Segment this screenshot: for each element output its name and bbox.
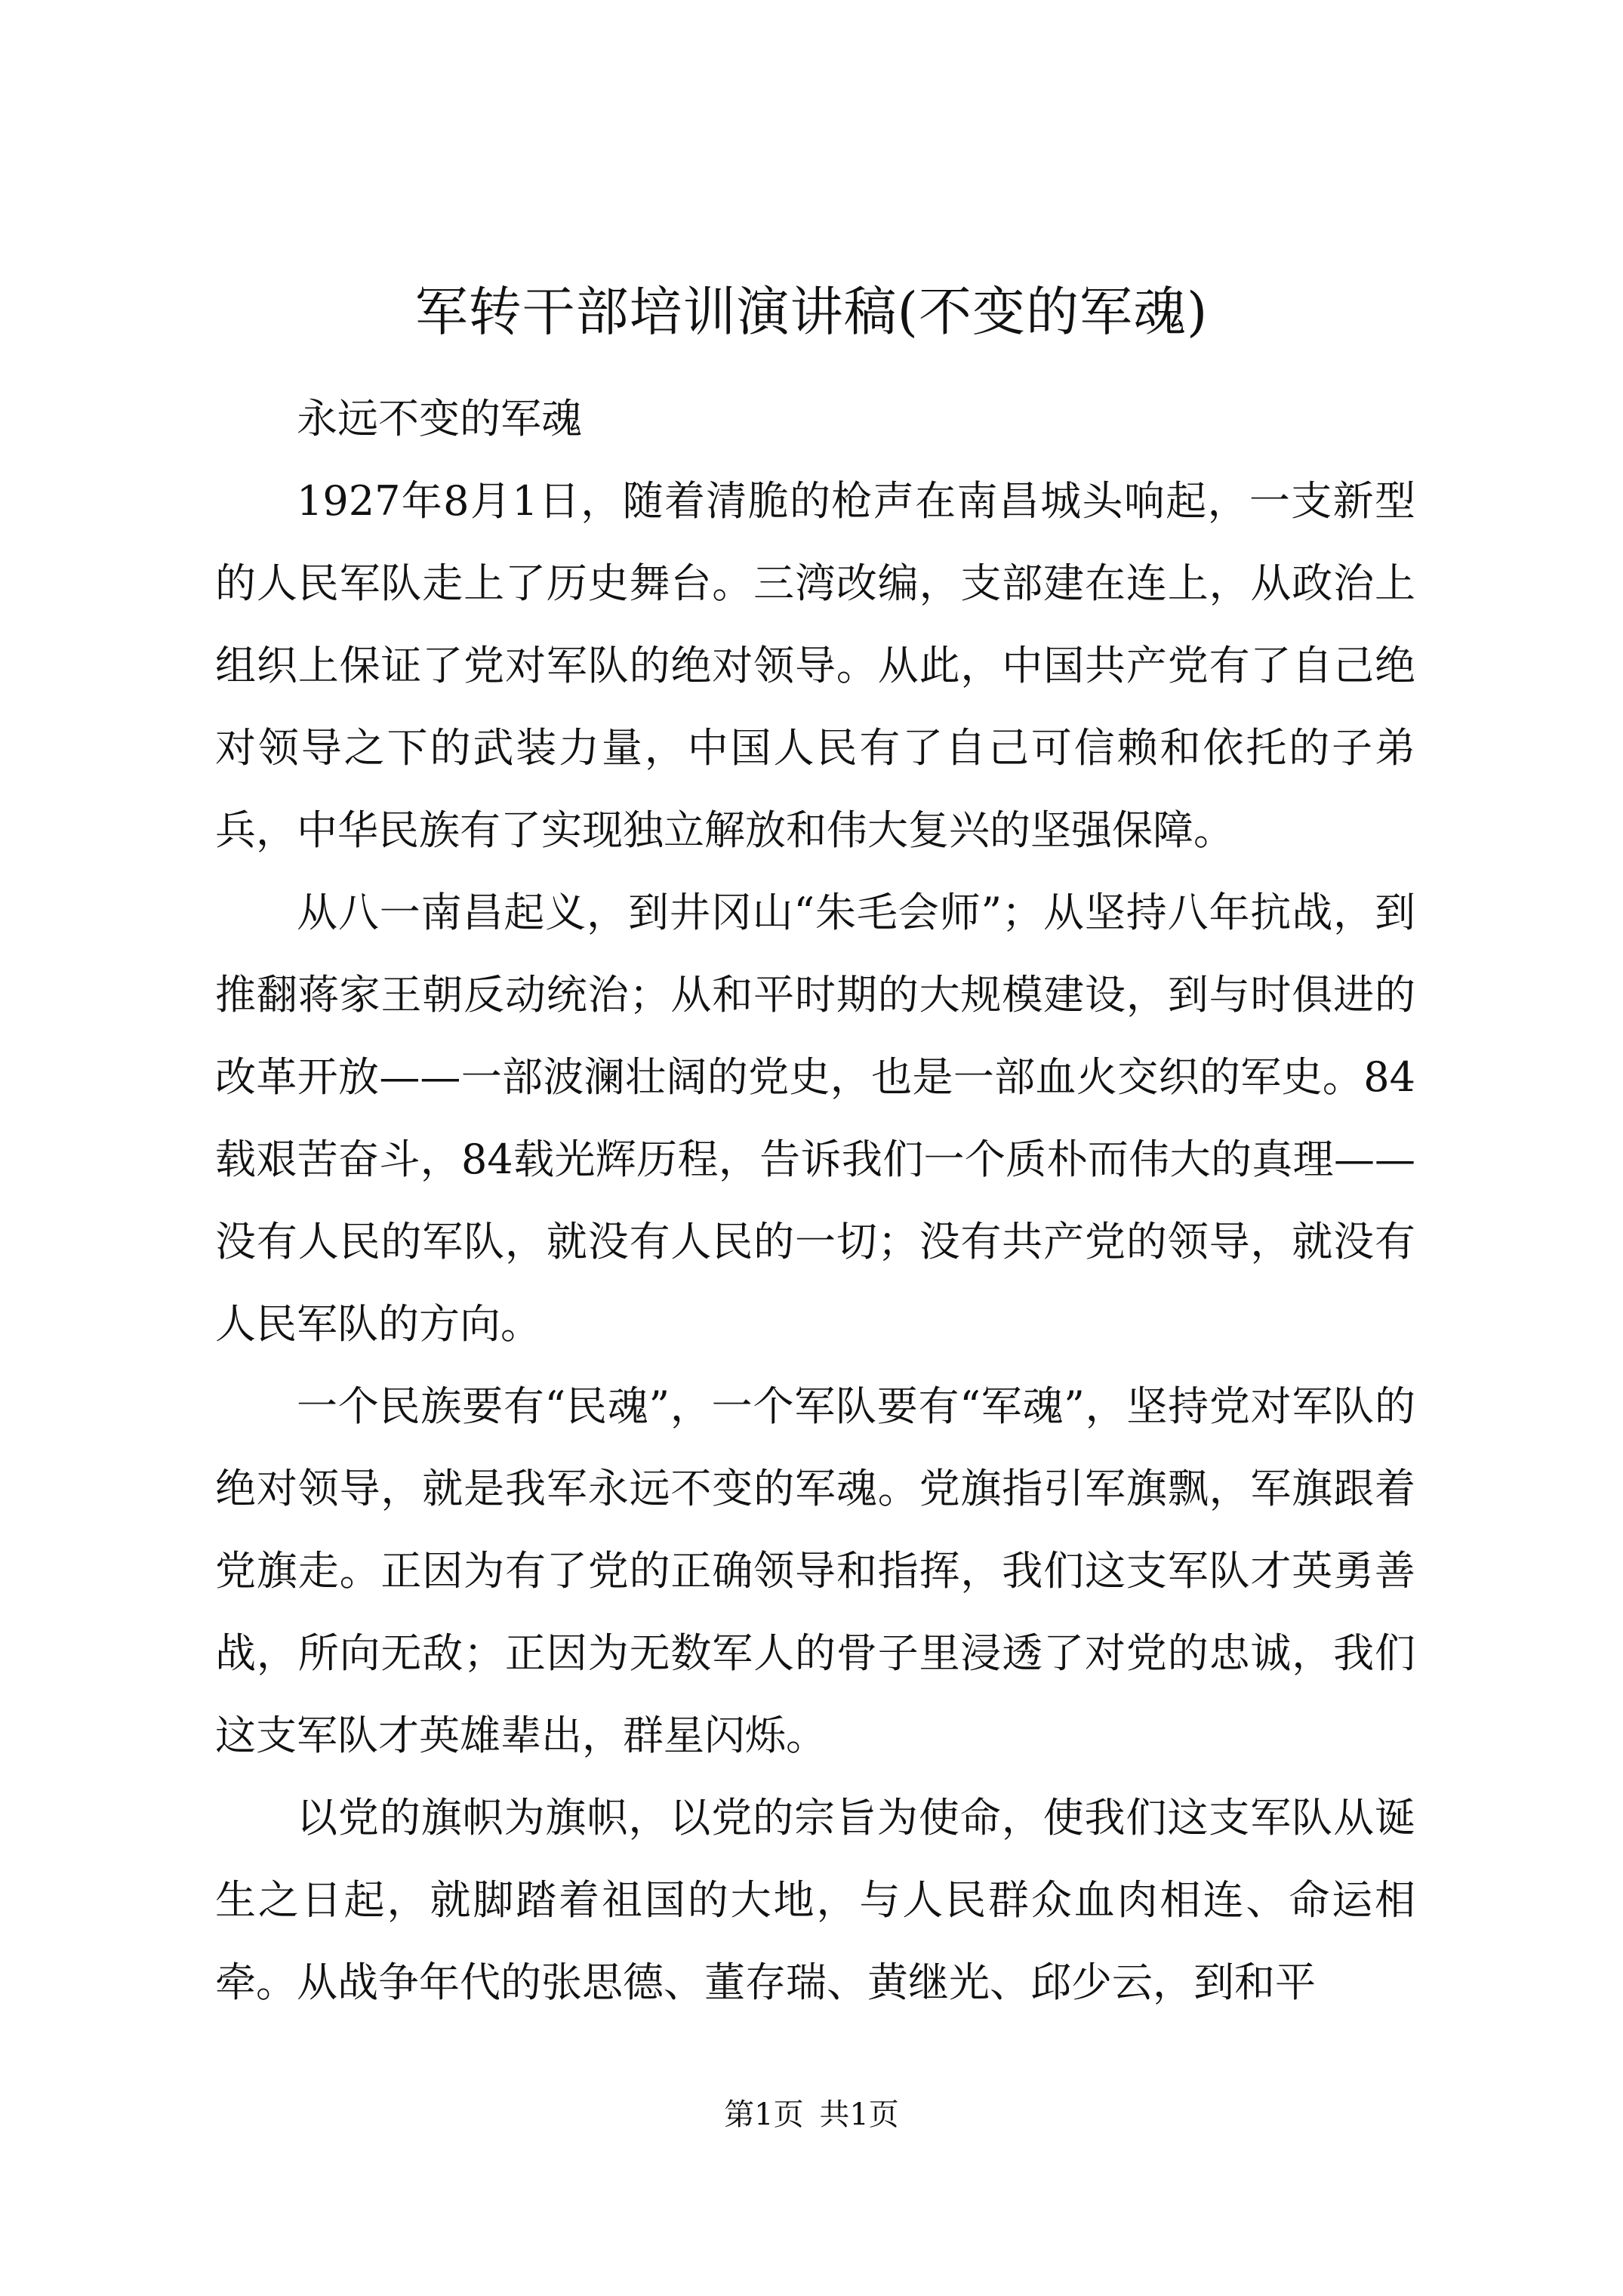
page-number: 第1页: [724, 2097, 804, 2132]
document-title: 军转干部培训演讲稿(不变的军魂): [414, 281, 1209, 343]
body-paragraph: 一个民族要有“民魂”，一个军队要有“军魂”，坚持党对军队的绝对领导，就是我军永远不变的军魂。党旗指引军旗飘，军旗跟着党旗走。正因为有了党的正确领导和指挥，我们这支军队才英勇善战，所向无敌；正因为无数军人的骨子里浸透了对党的忠诚，我们这支军队才英雄辈出，群星闪烁。: [215, 1382, 1415, 1759]
body-paragraph: 从八一南昌起义，到井冈山“朱毛会师”；从坚持八年抗战，到推翻蒋家王朝反动统治；从和平时期的大规模建设，到与时俱进的改革开放——一部波澜壮阔的党史，也是一部血火交织的军史。84载艰苦奋斗，84载光辉历程，告诉我们一个质朴而伟大的真理——没有人民的军队，就没有人民的一切；没有共产党的领导，就没有人民军队的方向。: [215, 889, 1415, 1348]
document-body: [215, 378, 1415, 2023]
body-paragraph: 以党的旗帜为旗帜，以党的宗旨为使命，使我们这支军队从诞生之日起，就脚踏着祖国的大地，与人民群众血肉相连、命运相牵。从战争年代的张思德、董存瑞、黄继光、邱少云，到和平: [215, 1794, 1415, 2006]
body-paragraph: 1927年8月1日，随着清脆的枪声在南昌城头响起，一支新型的人民军队走上了历史舞台。三湾改编，支部建在连上，从政治上组织上保证了党对军队的绝对领导。从此，中国共产党有了自己绝对领导之下的武装力量，中国人民有了自己可信赖和依托的子弟兵，中华民族有了实现独立解放和伟大复兴的坚强保障。: [215, 477, 1415, 854]
page-total: 共1页: [819, 2097, 899, 2132]
page-footer: [0, 2096, 1623, 2134]
subtitle-paragraph: 永远不变的军魂: [297, 395, 582, 442]
